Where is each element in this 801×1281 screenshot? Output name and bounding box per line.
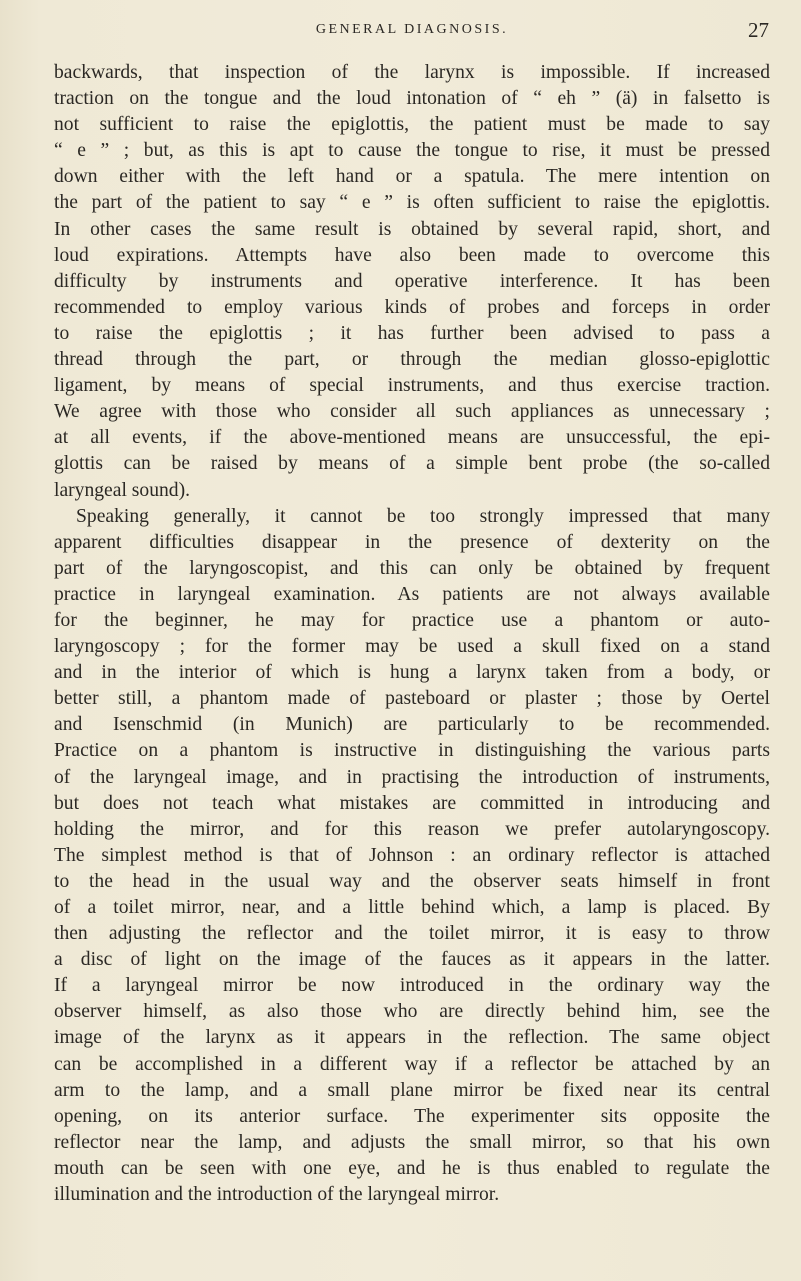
text-line: illumination and the introduction of the laryngeal mirror. [54,1184,500,1206]
text-line: the part of the patient to say “ e ” is often sufficient to raise the epiglottis. [54,192,770,214]
text-line: laryngoscopy ; for the former may be used a skull fixed on a stand [54,636,770,658]
text-line: holding the mirror, and for this reason we prefer autolaryngoscopy. [54,818,770,840]
text-line: reflector near the lamp, and adjusts the small mirror, so that his own [54,1131,770,1153]
text-line: traction on the tongue and the loud intonation of “ eh ” (ä) in falsetto is [54,88,770,110]
text-line: observer himself, as also those who are directly behind him, see the [54,1001,770,1023]
text-line: down either with the left hand or a spatula. The mere intention on [54,166,770,188]
text-line: then adjusting the reflector and the toilet mirror, it is easy to throw [54,923,770,945]
text-line: “ e ” ; but, as this is apt to cause the tongue to rise, it must be pressed [54,140,770,162]
text-line: part of the laryngoscopist, and this can only be obtained by frequent [54,557,770,579]
text-line: but does not teach what mistakes are committed in introducing and [54,792,770,814]
text-line: laryngeal sound). [54,479,191,501]
text-line: better still, a phantom made of pasteboard or plaster ; those by Oertel [54,688,770,710]
text-line: loud expirations. Attempts have also been made to overcome this [54,244,770,266]
text-line: a disc of light on the image of the fauces as it appears in the latter. [54,949,770,971]
text-line: not sufficient to raise the epiglottis, the patient must be made to say [54,114,770,136]
text-line: apparent difficulties disappear in the presence of dexterity on the [54,531,770,553]
text-line: difficulty by instruments and operative interference. It has been [54,270,770,292]
text-line: Speaking generally, it cannot be too strongly impressed that many [76,505,770,527]
body-text [54,60,770,1208]
page-number: 27 [748,18,769,42]
text-line: Practice on a phantom is instructive in distinguishing the various parts [54,740,770,762]
text-line: recommended to employ various kinds of probes and forceps in order [54,296,770,318]
text-line: We agree with those who consider all such appliances as unnecessary ; [54,401,770,423]
text-line: for the beginner, he may for practice use a phantom or auto- [54,609,770,631]
text-line: image of the larynx as it appears in the reflection. The same object [54,1027,770,1049]
text-line: ligament, by means of special instruments, and thus exercise traction. [54,375,770,397]
running-head: GENERAL DIAGNOSIS. [315,22,509,37]
text-line: of a toilet mirror, near, and a little behind which, a lamp is placed. By [54,897,770,918]
text-line: backwards, that inspection of the larynx is impossible. If increased [54,62,770,83]
text-line: of the laryngeal image, and in practising the introduction of instruments, [54,766,770,788]
text-line: If a laryngeal mirror be now introduced in the ordinary way the [54,975,770,997]
text-line: thread through the part, or through the median glosso-epiglottic [54,349,770,371]
text-line: In other cases the same result is obtained by several rapid, short, and [54,218,770,240]
text-line: mouth can be seen with one eye, and he is thus enabled to regulate the [54,1157,770,1179]
text-line: can be accomplished in a different way if a reflector be attached by an [54,1053,770,1075]
text-line: arm to the lamp, and a small plane mirror be fixed near its central [54,1079,770,1101]
text-line: and Isenschmid (in Munich) are particularly to be recommended. [54,714,770,736]
text-line: opening, on its anterior surface. The experimenter sits opposite the [54,1105,770,1127]
text-line: at all events, if the above-mentioned means are unsuccessful, the epi- [54,427,770,449]
page-header [55,18,769,44]
text-line: and in the interior of which is hung a larynx taken from a body, or [54,662,770,684]
text-line: to the head in the usual way and the observer seats himself in front [54,870,770,892]
text-line: to raise the epiglottis ; it has further been advised to pass a [54,322,770,344]
text-line: practice in laryngeal examination. As patients are not always available [54,583,770,605]
text-line: The simplest method is that of Johnson : an ordinary reflector is attached [54,844,770,866]
text-line: glottis can be raised by means of a simple bent probe (the so-called [54,453,770,475]
